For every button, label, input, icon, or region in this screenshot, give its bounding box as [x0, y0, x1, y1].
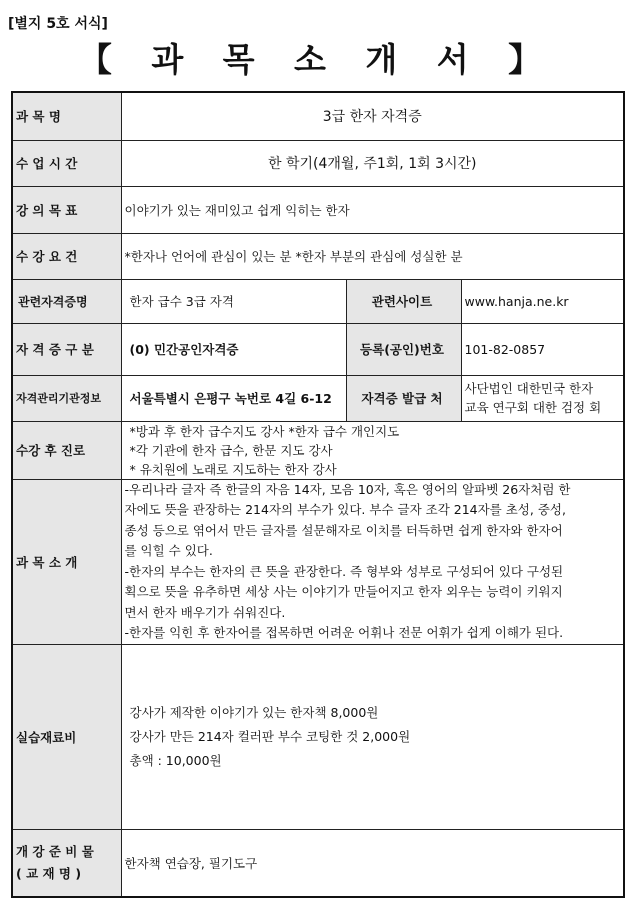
- goal-value: 이야기가 있는 재미있고 쉽게 익히는 한자: [121, 186, 624, 233]
- career-value: [121, 421, 624, 479]
- intro-line: 면서 한자 배우기가 쉬워진다.: [124, 604, 286, 620]
- subject-label: 과 목 명: [12, 92, 121, 140]
- related-cert-label: 관련자격증명: [12, 279, 121, 323]
- row-cert-org: [12, 375, 624, 421]
- intro-line: 를 익힐 수 있다.: [124, 543, 213, 558]
- textbook-label: [12, 829, 121, 897]
- row-subject: [12, 92, 624, 140]
- registration-number-label: 등록(공인)번호: [346, 323, 461, 375]
- intro-value: [121, 479, 624, 644]
- subject-intro-table: [11, 91, 625, 898]
- class-time-value: 한 학기(4개월, 주1회, 1회 3시간): [121, 140, 624, 186]
- row-materials: [12, 644, 624, 829]
- row-related-cert: [12, 279, 624, 323]
- textbook-value: 한자책 연습장, 필기도구: [121, 829, 624, 897]
- cert-type-label: 자 격 증 구 분: [12, 323, 121, 375]
- materials-line: 총액 : 10,000원: [129, 752, 222, 768]
- cert-org-label: 자격관리기관정보: [12, 375, 121, 421]
- row-career: [12, 421, 624, 479]
- materials-value: [121, 644, 624, 829]
- intro-label: 과 목 소 개: [12, 479, 121, 644]
- issuer-value: [461, 375, 624, 421]
- career-line: *각 기관에 한자 급수, 한문 지도 강사: [129, 442, 333, 458]
- requirements-value: *한자나 언어에 관심이 있는 분 *한자 부분의 관심에 성실한 분: [121, 233, 624, 279]
- issuer-line: 사단법인 대한민국 한자: [464, 381, 594, 396]
- intro-line: -한자의 부수는 한자의 큰 뜻을 관장한다. 즉 형부와 성부로 구성되어 있다 구성된: [124, 563, 564, 579]
- intro-line: -우리나라 글자 즉 한글의 자음 14자, 모음 10자, 혹은 영어의 알파벳 26자처럼 한: [124, 481, 571, 497]
- intro-line: 자에도 뜻을 관장하는 214자의 부수가 있다. 부수 글자 조각 214자를 초성, 중성,: [124, 502, 566, 517]
- intro-line: 종성 등으로 엮어서 만든 글자를 설문해자로 이치를 터득하면 쉽게 한자와 한자어: [124, 522, 563, 538]
- row-class-time: [12, 140, 624, 186]
- requirements-label: 수 강 요 건: [12, 233, 121, 279]
- row-textbook: [12, 829, 624, 897]
- career-line: *방과 후 한자 급수지도 강사 *한자 급수 개인지도: [129, 423, 400, 439]
- related-site-label: 관련사이트: [346, 279, 461, 323]
- materials-line: 강사가 만든 214자 컬러판 부수 코팅한 것 2,000원: [129, 728, 411, 744]
- form-label: [별지 5호 서식]: [8, 16, 108, 32]
- cert-type-value: (0) 민간공인자격증: [121, 323, 346, 375]
- row-requirements: [12, 233, 624, 279]
- page-title: 【 과 목 소 개 서 】: [78, 40, 556, 79]
- materials-label: 실습재료비: [12, 644, 121, 829]
- intro-line: -한자를 익힌 후 한자어를 접목하면 어려운 어휘나 전문 어휘가 쉽게 이해가 된다.: [124, 625, 564, 640]
- related-site-value: www.hanja.ne.kr: [461, 279, 624, 323]
- row-cert-type: [12, 323, 624, 375]
- row-goal: [12, 186, 624, 233]
- goal-label: 강 의 목 표: [12, 186, 121, 233]
- issuer-line: 교육 연구회 대한 검정 회: [464, 400, 602, 415]
- textbook-label-line: ( 교 재 명 ): [16, 865, 82, 881]
- career-label: 수강 후 진로: [12, 421, 121, 479]
- materials-line: 강사가 제작한 이야기가 있는 한자책 8,000원: [129, 704, 379, 720]
- intro-line: 획으로 뜻을 유추하면 세상 사는 이야기가 만들어지고 한자 외우는 능력이 키워지: [124, 584, 563, 599]
- subject-value: 3급 한자 자격증: [121, 92, 624, 140]
- row-intro: [12, 479, 624, 644]
- registration-number-value: 101-82-0857: [461, 323, 624, 375]
- class-time-label: 수 업 시 간: [12, 140, 121, 186]
- textbook-label-line: 개 강 준 비 물: [16, 843, 94, 859]
- related-cert-value: 한자 급수 3급 자격: [121, 279, 346, 323]
- cert-org-value: 서울특별시 은평구 녹번로 4길 6-12: [121, 375, 346, 421]
- issuer-label: 자격증 발급 처: [346, 375, 461, 421]
- career-line: * 유치원에 노래로 지도하는 한자 강사: [129, 461, 337, 477]
